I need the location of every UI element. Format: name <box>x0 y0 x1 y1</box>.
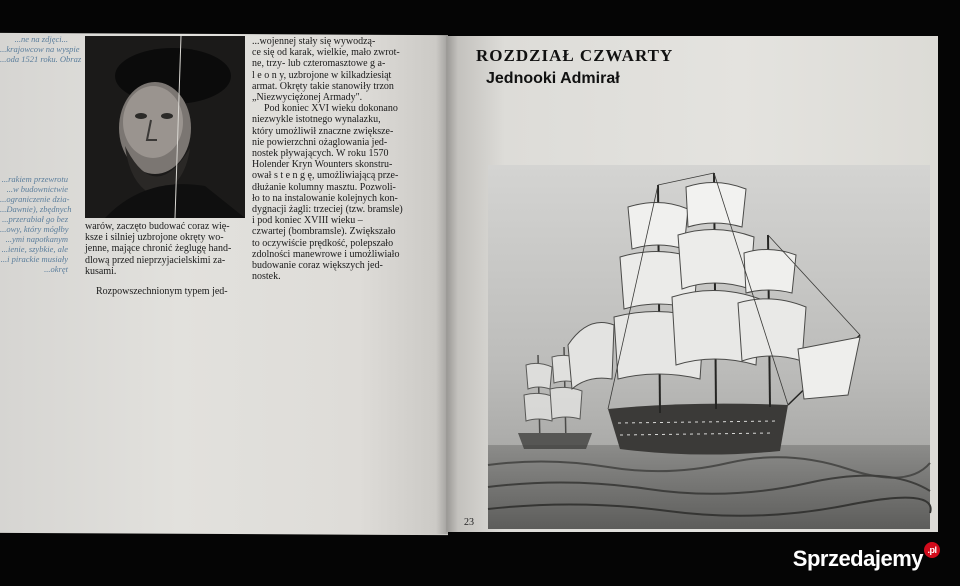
book-gutter <box>436 34 458 534</box>
sidebar-line: ...oda 1521 roku. Obraz <box>0 54 82 64</box>
text-line: ne, trzy- lub czteromasztowe g a- <box>252 58 386 70</box>
text-line: Holender Kryn Wounters skonstru- <box>252 159 393 171</box>
text-line: czwartej (bombramsle). Zwiększało <box>252 226 396 238</box>
text-line: l e o n y, uzbrojone w kilkadziesiąt <box>252 69 392 81</box>
text-line: dlową przed nieprzyjacielskimi za- <box>85 254 226 266</box>
sidebar-line: ...przerabiał go bez <box>2 214 68 224</box>
text-line: niezwykle istotnego wynalazku, <box>252 114 381 126</box>
sidebar-line: ...ne na zdjęci... <box>14 34 68 44</box>
text-line: „Niezwyciężonej Armady". <box>252 92 363 104</box>
text-line: jenne, mające chronić żeglugę hand- <box>85 243 232 255</box>
text-line: nostek. <box>252 271 281 283</box>
sidebar-line: ...okręt <box>44 264 68 274</box>
left-column-2 <box>252 36 422 282</box>
blue-sidebar-text <box>0 34 82 296</box>
text-line: kusami. <box>85 265 117 277</box>
ship-drawing <box>488 165 930 529</box>
text-line: ował s t e n g ę, umożliwiającą prze- <box>252 170 399 182</box>
sailing-ship-illustration <box>488 165 930 529</box>
watermark-badge: .pl <box>924 542 940 558</box>
text-line: nie powierzchni ożaglowania jed- <box>252 136 388 148</box>
text-line: Rozpowszechnionym typem jed- <box>96 286 228 297</box>
text-line: ce się od karak, wielkie, mało zwrot- <box>252 47 400 59</box>
text-line: ło to na instalowanie kolejnych kon- <box>252 192 398 204</box>
left-column-1 <box>85 221 245 277</box>
sidebar-line: ...ograniczenie dzia- <box>0 194 70 204</box>
text-line: i pod koniec XVIII wieku – <box>252 215 363 227</box>
sidebar-line: ...rakiem przewrotu <box>1 174 68 184</box>
sidebar-line: ...ienie, szybkie, ale <box>1 244 68 254</box>
sidebar-line: ...krajowcow na wyspie <box>0 44 80 54</box>
text-line: budowanie coraz większych jed- <box>252 260 383 272</box>
sidebar-line: ...ymi napotkanym <box>5 234 68 244</box>
text-line: nostek pływających. W roku 1570 <box>252 148 389 160</box>
text-line: armat. Okręty takie stanowiły trzon <box>252 80 394 92</box>
text-line: to oczywiście prędkość, polepszało <box>252 237 394 249</box>
sidebar-line: ...Dawnie), zbędnych <box>0 204 72 214</box>
text-line: zdolności manewrowe i umożliwiało <box>252 248 400 260</box>
page-number: 23 <box>464 517 474 528</box>
text-line: ksze i silniej uzbrojone okręty wo- <box>85 232 224 244</box>
sidebar-line: ...w budownictwie <box>6 184 68 194</box>
sprzedajemy-watermark <box>793 546 940 572</box>
sidebar-line: ...owy, który mógłby <box>0 224 69 234</box>
text-line: warów, zaczęto budować coraz wię- <box>85 221 230 232</box>
portrait-illustration <box>85 36 245 218</box>
text-line: ...wojennej stały się wywodzą- <box>252 36 376 47</box>
watermark-text: Sprzedajemy <box>792 546 923 571</box>
text-line: dygnacji żagli: trzeciej (tzw. bramsle) <box>252 204 403 216</box>
text-line: który umożliwił znaczne zwiększe- <box>252 125 394 137</box>
chapter-subtitle: Jednooki Admirał <box>486 70 620 87</box>
portrait-drawing <box>85 36 245 218</box>
sidebar-line: ...i pirackie musiały <box>0 254 68 264</box>
left-column-1-para2 <box>96 286 228 297</box>
chapter-title: ROZDZIAŁ CZWARTY <box>476 46 674 65</box>
text-line: dłużanie kolumny masztu. Pozwoli- <box>252 181 396 193</box>
text-line: Pod koniec XVI wieku dokonano <box>264 103 398 115</box>
